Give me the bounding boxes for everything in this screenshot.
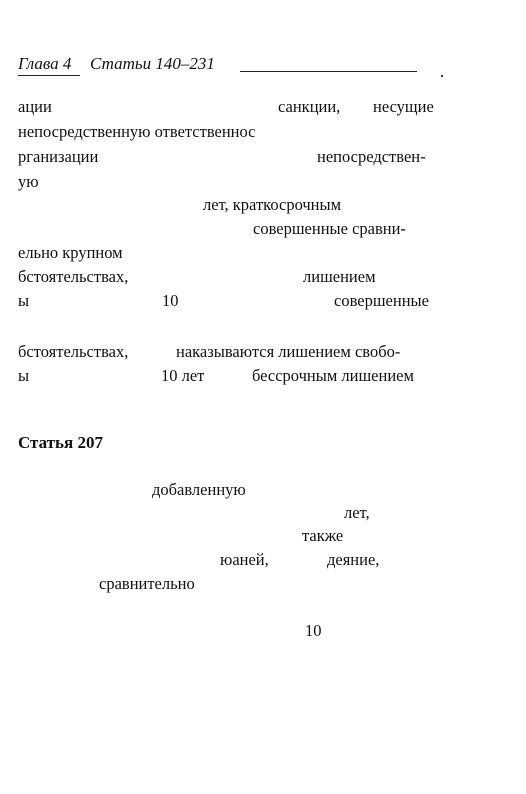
chapter-label: Глава 4 [18,54,72,73]
text-line: 10 лет [161,366,205,385]
text-line: ельно крупном [18,243,123,262]
text-line: бстоятельствах, [18,267,129,286]
text-line: юаней, [220,550,269,569]
text-line: 10 [162,291,179,310]
text-line: бессрочным лишением [252,366,414,385]
text-line: ую [18,172,39,191]
text-line: лишением [303,267,376,286]
text-line: непосредствен- [317,147,426,166]
text-line: бстоятельствах, [18,342,129,361]
page-mark [441,75,443,77]
text-line: лет, [344,503,370,522]
text-line: лет, краткосрочным [203,195,342,214]
header-rule [240,71,417,72]
text-line: ы [18,291,30,310]
text-line: деяние, [327,550,380,569]
text-line: рганизации [18,147,99,166]
text-line: совершенные [334,291,429,310]
text-line: совершенные сравни- [253,219,406,238]
text-line: непосредственную ответственнос [18,122,256,141]
text-line: сравнительно [99,574,195,593]
text-line: санкции, [278,97,341,116]
text-line: несущие [373,97,434,116]
text-line: ы [18,366,30,385]
text-line: также [302,526,344,545]
articles-range: Статьи 140–231 [90,54,215,73]
text-line: наказываются лишением свобо- [176,342,401,361]
chapter-underline [18,75,80,76]
text-line: ации [18,97,52,116]
text-line: добавленную [152,480,246,499]
page-number: 10 [305,621,322,640]
article-heading: Статья 207 [18,433,103,452]
